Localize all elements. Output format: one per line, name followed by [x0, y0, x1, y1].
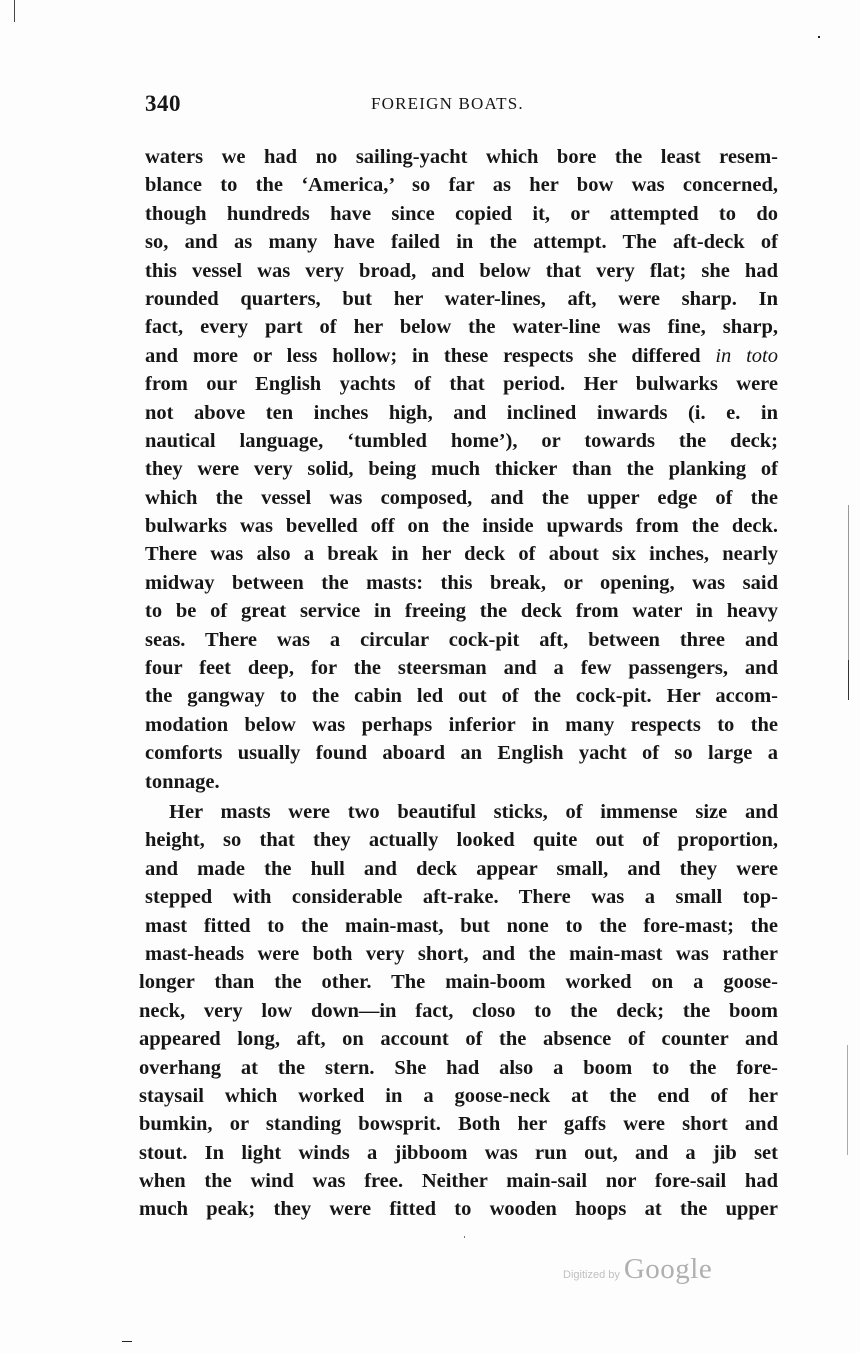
text-line: comforts usually found aboard an English yacht of so large a: [145, 742, 778, 765]
scan-speck: [818, 36, 820, 38]
text-line: waters we had no sailing-yacht which bore the least resem-: [145, 146, 778, 168]
text-line: There was also a break in her deck of about six inches, nearly: [145, 543, 778, 566]
paragraph-2: [139, 798, 778, 1224]
scan-edge-mark: [14, 0, 15, 22]
text-line: and made the hull and deck appear small, and they were: [145, 857, 778, 880]
digitized-by-google-watermark: [563, 1253, 712, 1286]
text-line: mast fitted to the main-mast, but none to the fore-mast; the: [145, 914, 778, 937]
text-line: tonnage.: [145, 770, 220, 793]
scan-edge-mark: [848, 660, 849, 700]
google-logo: Google: [623, 1253, 713, 1285]
italic-phrase: in toto: [715, 344, 779, 367]
text-line: Her masts were two beautiful sticks, of immense size and: [169, 800, 778, 823]
text-line: appeared long, aft, on account of the absence of counter and: [139, 1028, 778, 1051]
page-number: 340: [145, 91, 181, 116]
watermark-prefix: Digitized by: [563, 1269, 620, 1281]
text-line: blance to the ‘America,’ so far as her bow was concerned,: [145, 174, 778, 197]
text-line: bumkin, or standing bowsprit. Both her gaffs were short and: [139, 1113, 778, 1136]
running-head: [145, 91, 780, 121]
text-line: which the vessel was composed, and the upper edge of the: [145, 486, 778, 509]
scan-edge-mark: [847, 1045, 848, 1155]
text-line: from our English yachts of that period. Her bulwarks were: [145, 373, 778, 396]
text-line: stout. In light winds a jibboom was run out, and a jib set: [139, 1141, 778, 1164]
text-line: much peak; they were fitted to wooden hoops at the upper: [139, 1198, 778, 1221]
text-line: this vessel was very broad, and below that very flat; she had: [145, 259, 778, 282]
text-line: to be of great service in freeing the deck from water in heavy: [145, 600, 778, 623]
text-line: seas. There was a circular cock-pit aft, between three and: [145, 628, 778, 651]
text-line: rounded quarters, but her water-lines, aft, were sharp. In: [145, 287, 778, 310]
text-line: not above ten inches high, and inclined inwards (i. e. in: [145, 401, 778, 424]
text-line: mast-heads were both very short, and the main-mast was rather: [145, 942, 778, 965]
body-text: [139, 143, 779, 1224]
text-line: stepped with considerable aft-rake. There was a small top-: [145, 886, 778, 909]
text-line: fact, every part of her below the water-line was fine, sharp,: [145, 316, 778, 339]
text-line: longer than the other. The main-boom worked on a goose-: [139, 971, 778, 994]
scan-edge-mark: [122, 1341, 132, 1342]
text-line: modation below was perhaps inferior in many respects to the: [145, 713, 778, 736]
text-line: the gangway to the cabin led out of the cock-pit. Her accom-: [145, 685, 778, 708]
text-line-with-italic: [145, 342, 778, 370]
text-line: nautical language, ‘tumbled home’), or towards the deck;: [145, 429, 778, 452]
text-line: overhang at the stern. She had also a boom to the fore-: [139, 1056, 778, 1079]
text-line: midway between the masts: this break, or opening, was said: [145, 571, 778, 594]
text-line: they were very solid, being much thicker than the planking of: [145, 458, 778, 481]
text-line: so, and as many have failed in the attempt. The aft-deck of: [145, 231, 778, 254]
running-title: FOREIGN BOATS.: [371, 94, 524, 113]
text-line: staysail which worked in a goose-neck at the end of her: [139, 1084, 778, 1107]
text-line: though hundreds have since copied it, or attempted to do: [145, 202, 778, 225]
text-line: neck, very low down—in fact, closo to the deck; the boom: [139, 999, 778, 1022]
paragraph-1: [145, 143, 778, 796]
text-line-lead: and more or less hollow; in these respects she differed: [145, 344, 701, 367]
text-line: when the wind was free. Neither main-sail nor fore-sail had: [139, 1170, 778, 1193]
text-line: bulwarks was bevelled off on the inside upwards from the deck.: [145, 515, 778, 538]
scan-speck: [464, 1236, 465, 1238]
text-line: four feet deep, for the steersman and a few passengers, and: [145, 657, 778, 680]
scan-edge-mark: [848, 505, 849, 660]
text-line: height, so that they actually looked quite out of proportion,: [145, 829, 778, 852]
